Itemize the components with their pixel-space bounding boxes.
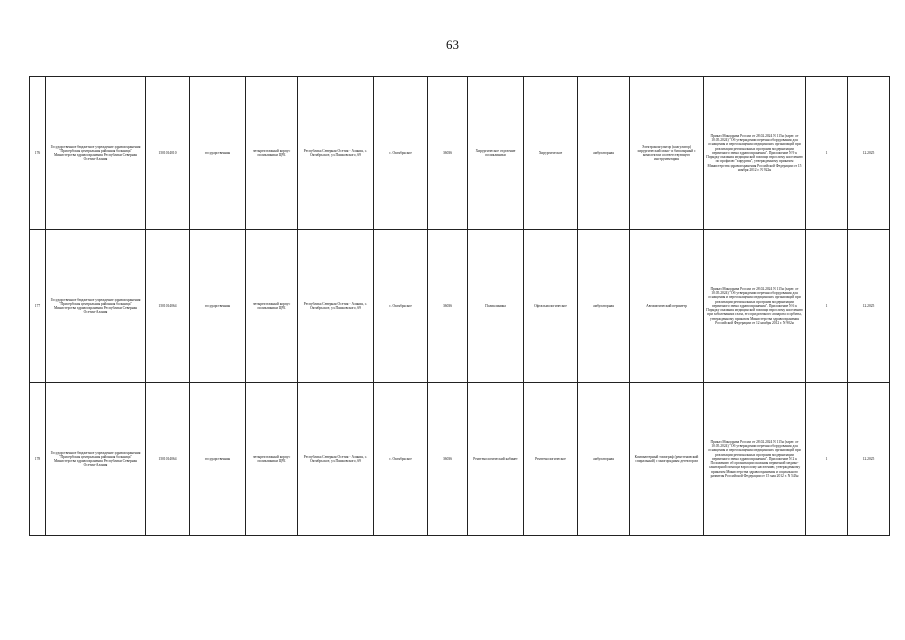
building-name: четырехэтажный корпус поликлиники ЦРБ — [246, 383, 298, 536]
locality-code: 36036 — [428, 383, 468, 536]
equipment-name: Электрокоагулятор (коагулятор) хирургический моно- и биполярный с комплектом соответствующего инструментария — [630, 77, 704, 230]
page-number: 63 — [446, 37, 459, 52]
care-type: амбулаторная — [578, 383, 630, 536]
organization-name: Государственное бюджетное учреждение здравоохранения "Присербская центральная районная больница" Министерства здравоохранения Республики Северная Осетия-Алания — [46, 230, 146, 383]
regulation-reference: Приказ Минздрава России от 28.02.2024 N 115н (зарег. от 10.05.2024) "Об утверждении перечня оборудования для оснащения и переоснащения медицинских организаций при реализации региональных программ модернизации первичного звена здравоохранения". Приложение N 2 к Положению об организации оказания первичной медико-санитарной помощи взрослому населению, утвержденному приказом Министерства здравоохранения и социального развития Российской Федерации от 15 мая 2012 г. N 543н — [704, 383, 806, 536]
locality: с. Октябрьское — [374, 230, 428, 383]
table-row — [30, 230, 890, 383]
address: Республика Северная Осетия - Алания, с. Октябрьское, ул.Пашковского, 69 — [298, 230, 374, 383]
locality: с. Октябрьское — [374, 383, 428, 536]
ownership-form: государственная — [190, 77, 246, 230]
quantity: 1 — [806, 383, 848, 536]
regulation-reference: Приказ Минздрава России от 28.02.2024 N 115н (зарег. от 10.05.2024) "Об утверждении перечня оборудования для оснащения и переоснащения медицинских организаций при реализации региональных программ модернизации первичного звена здравоохранения". Приложение N 9 к Порядку оказания медицинской помощи взрослому населению по профилю "хирургия", утвержденному приказом Министерства здравоохранения Российской Федерации от 15 ноября 2012 г. N 922н — [704, 77, 806, 230]
organization-name: Государственное бюджетное учреждение здравоохранения "Присербская центральная районная больница" Министерства здравоохранения Республики Северная Осетия-Алания — [46, 383, 146, 536]
ownership-form: государственная — [190, 383, 246, 536]
quantity: 1 — [806, 230, 848, 383]
building-name: четырехэтажный корпус поликлиники ЦРБ — [246, 77, 298, 230]
care-type: амбулаторная — [578, 77, 630, 230]
organization-code: 1501014064 — [146, 383, 190, 536]
unit-profile: Хирургическое отделение поликлиники — [468, 77, 524, 230]
department: Рентгенологическое — [524, 383, 578, 536]
equipment-register-table — [29, 76, 890, 536]
unit-profile: Рентгенологический кабинет — [468, 383, 524, 536]
organization-code: 1501014010 — [146, 77, 190, 230]
equipment-name: Автоматический периметр — [630, 230, 704, 383]
delivery-date: 12.2025 — [848, 383, 890, 536]
ownership-form: государственная — [190, 230, 246, 383]
care-type: амбулаторная — [578, 230, 630, 383]
regulation-reference: Приказ Минздрава России от 28.02.2024 N 115н (зарег. от 10.05.2024) "Об утверждении перечня оборудования для оснащения и переоснащения медицинских организаций при реализации региональных программ модернизации первичного звена здравоохранения". Приложение N 6 к Порядку оказания медицинской помощи взрослому населению при заболеваниях глаза, его придаточного аппарата и орбиты, утвержденному приказом Министерства здравоохранения Российской Федерации от 12 ноября 2012 г. N 902н — [704, 230, 806, 383]
equipment-name: Компьютерный томограф (рентгеновский спиральный) с многорядным детектором — [630, 383, 704, 536]
delivery-date: 12.2025 — [848, 77, 890, 230]
locality: с. Октябрьское — [374, 77, 428, 230]
row-index: 176 — [30, 77, 46, 230]
department: Хирургическое — [524, 77, 578, 230]
quantity: 1 — [806, 77, 848, 230]
unit-profile: Поликлиника — [468, 230, 524, 383]
address: Республика Северная Осетия - Алания, с. Октябрьское, ул.Пашковского, 69 — [298, 77, 374, 230]
organization-name: Государственное бюджетное учреждение здравоохранения "Присербская центральная районная больница" Министерства здравоохранения Республики Северная Осетия-Алания — [46, 77, 146, 230]
department: Офтальмологическое — [524, 230, 578, 383]
organization-code: 1501014064 — [146, 230, 190, 383]
address: Республика Северная Осетия - Алания, с. Октябрьское, ул.Пашковского, 69 — [298, 383, 374, 536]
building-name: четырехэтажный корпус поликлиники ЦРБ — [246, 230, 298, 383]
locality-code: 36036 — [428, 230, 468, 383]
table-row — [30, 383, 890, 536]
row-index: 177 — [30, 230, 46, 383]
locality-code: 36036 — [428, 77, 468, 230]
table-row — [30, 77, 890, 230]
row-index: 178 — [30, 383, 46, 536]
delivery-date: 12.2025 — [848, 230, 890, 383]
